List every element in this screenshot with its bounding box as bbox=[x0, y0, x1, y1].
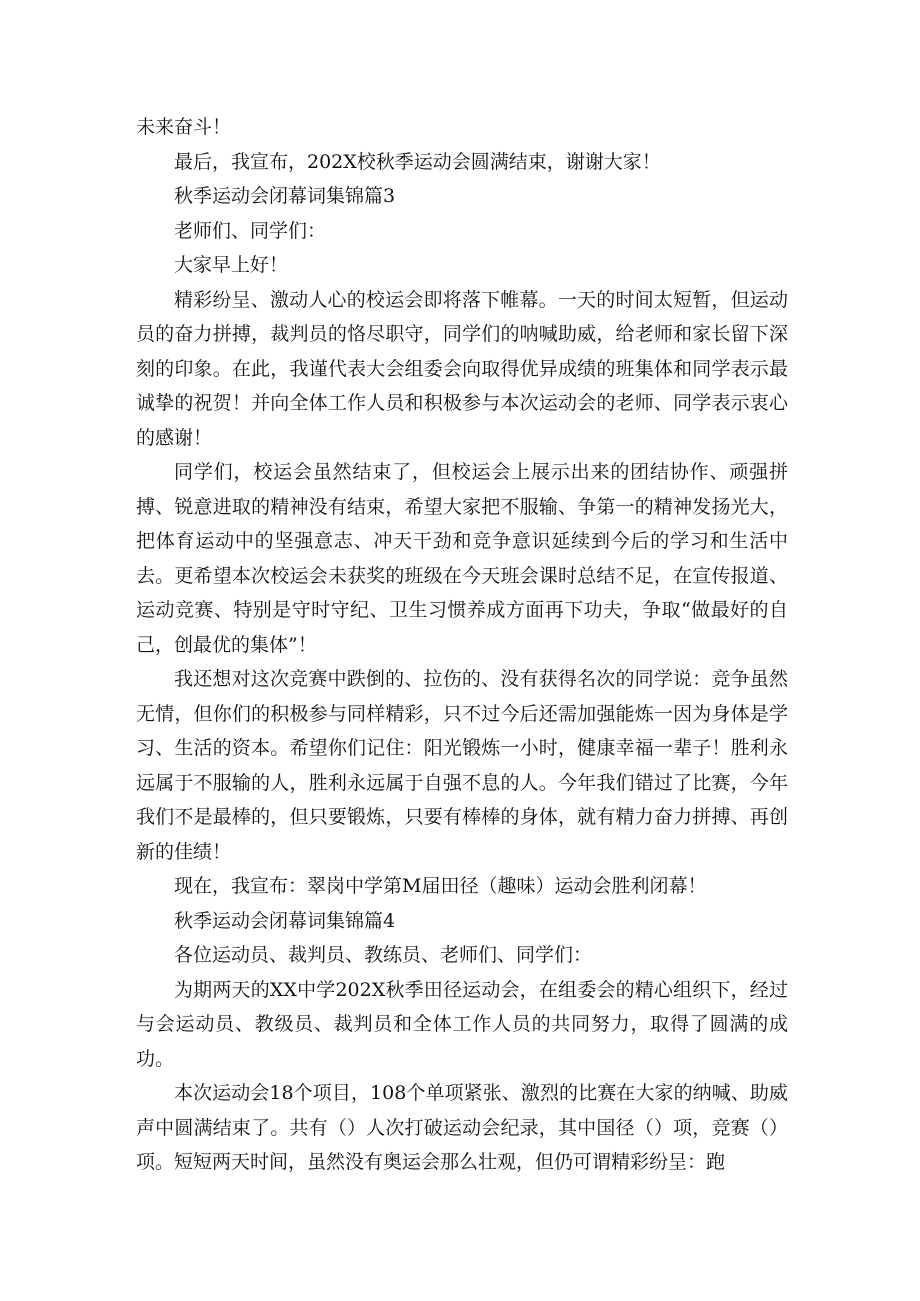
paragraph-continuation: 未来奋斗！ bbox=[136, 116, 232, 138]
greeting: 大家早上好！ bbox=[174, 254, 289, 276]
paragraph-declaration: 现在，我宣布：翠岗中学第M届田径（趣味）运动会胜利闭幕！ bbox=[174, 875, 707, 897]
salutation: 老师们、同学们： bbox=[174, 219, 327, 242]
paragraph-results: 本次运动会18个项目，108个单项紧张、激烈的比赛在大家的纳喊、助威声中圆满结束了。共有（）人次打破运动会纪录，其中国径（）项，竞赛（）项。短短两天时间，虽然没有奥运会那么壮观，但仍可谓精彩纷呈：跑 bbox=[136, 1082, 788, 1173]
paragraph-encouragement: 我还想对这次竞赛中跌倒的、拉伤的、没有获得名次的同学说：竞争虽然无情，但你们的积极参与同样精彩，只不过今后还需加强能炼一因为身体是学习、生活的资本。希望你们记住：阳光锻炼一小时，健康幸福一辈子！胜利永远属于不服输的人，胜利永远属于自强不息的人。今年我们错过了比赛，今年我们不是最棒的，但只要锻炼，只要有棒棒的身体，就有精力奋力拼搏、再创新的佳绩！ bbox=[136, 668, 788, 863]
section-heading-4: 秋季运动会闭幕词集锦篇4 bbox=[174, 909, 396, 932]
section-heading-3: 秋季运动会闭幕词集锦篇3 bbox=[174, 185, 396, 207]
paragraph-spirit: 同学们，校运会虽然结束了，但校运会上展示出来的团结协作、顽强拼搏、锐意进取的精神没有结束，希望大家把不服输、争第一的精神发扬光大，把体育运动中的坚强意志、冲天干劲和竞争意识延续到今后的学习和生活中去。更希望本次校运会未获奖的班级在今天班会课时总结不足，在宣传报道、运动竞赛、特别是守时守纪、卫生习惯养成方面再下功夫，争取“做最好的自己，创最优的集体”！ bbox=[136, 461, 788, 656]
salutation-2: 各位运动员、裁判员、教练员、老师们、同学们： bbox=[174, 944, 593, 966]
paragraph-congratulations: 精彩纷呈、激动人心的校运会即将落下帷幕。一天的时间太短暂，但运动员的奋力拼搏，裁判员的恪尽职守，同学们的呐喊助威，给老师和家长留下深刻的印象。在此，我谨代表大会组委会向取得优异成绩的班集体和同学表示最诚挚的祝贺！并向全体工作人员和积极参与本次运动会的老师、同学表示衷心的感谢！ bbox=[136, 288, 788, 449]
paragraph-success: 为期两天的XX中学202X秋季田径运动会，在组委会的精心组织下，经过与会运动员、教级员、裁判员和全体工作人员的共同努力，取得了圆满的成功。 bbox=[136, 978, 788, 1070]
paragraph-closing-announcement: 最后，我宣布，202X校秋季运动会圆满结束，谢谢大家！ bbox=[174, 150, 661, 173]
document-page bbox=[136, 110, 788, 1180]
